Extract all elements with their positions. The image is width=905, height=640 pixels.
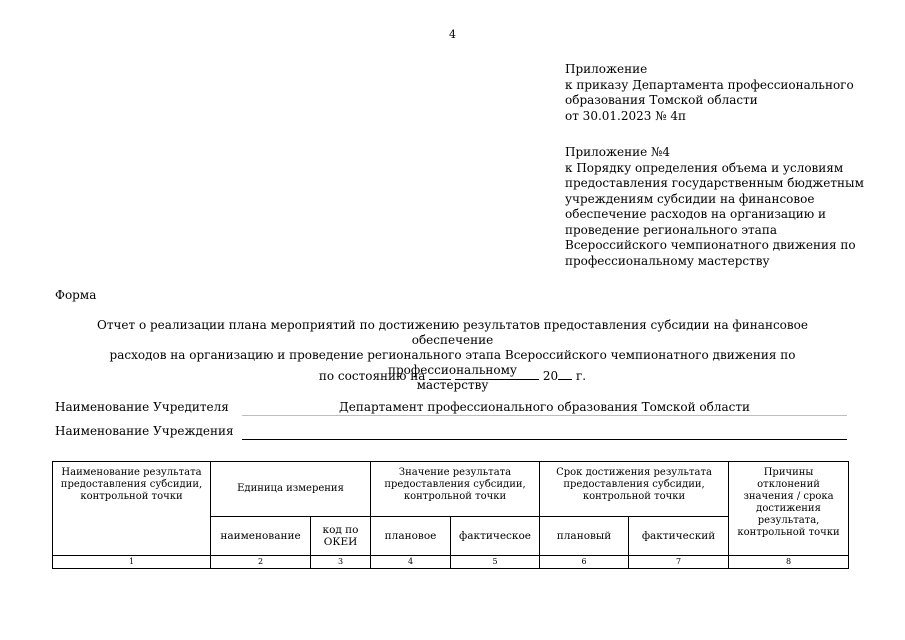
header-value-planned: плановое xyxy=(371,517,451,556)
header-result-name: Наименование результата предоставления субсидии, контрольной точки xyxy=(53,462,211,556)
column-number: 4 xyxy=(371,556,451,569)
founder-label: Наименование Учредителя xyxy=(55,400,229,414)
report-title-line: мастерству xyxy=(416,378,489,392)
header-unit-name: наименование xyxy=(211,517,311,556)
appendix-procedure-line: Всероссийского чемпионатного движения по xyxy=(565,238,856,252)
day-blank[interactable] xyxy=(429,368,451,380)
report-date-prefix: по состоянию на xyxy=(318,369,426,383)
column-number: 7 xyxy=(629,556,729,569)
header-value: Значение результата предоставления субсидии, контрольной точки xyxy=(371,462,540,517)
appendix-procedure-line: проведение регионального этапа xyxy=(565,222,777,237)
appendix-order-block xyxy=(565,62,895,124)
page-number: 4 xyxy=(449,28,456,41)
column-number: 3 xyxy=(311,556,371,569)
report-table xyxy=(52,461,849,569)
appendix-procedure-line: обеспечение расходов на организацию и xyxy=(565,207,827,221)
form-label: Форма xyxy=(55,288,97,302)
header-unit: Единица измерения xyxy=(211,462,371,517)
header-deviation-reasons: Причины отклонений значения / срока достижения результата, контрольной точки xyxy=(729,462,849,556)
appendix-procedure-line: к Порядку определения объема и условиям xyxy=(565,160,844,175)
report-date-year: 20 xyxy=(542,369,559,383)
header-unit-code: код по ОКЕИ xyxy=(311,517,371,556)
report-title-line: Отчет о реализации плана мероприятий по достижению результатов предоставления субсидии на финансовое обеспечение xyxy=(97,318,808,347)
report-date-suffix: г. xyxy=(576,369,587,383)
appendix-procedure-block xyxy=(565,145,895,269)
founder-value[interactable]: Департамент профессионального образования Томской области xyxy=(242,400,847,416)
column-number: 5 xyxy=(451,556,540,569)
report-title-line: расходов на организацию и проведение регионального этапа Всероссийского чемпионатного движения по профессиональному xyxy=(109,348,796,377)
appendix-order-line: к приказу Департамента профессионального xyxy=(565,77,854,92)
month-blank[interactable] xyxy=(455,368,539,380)
column-number: 2 xyxy=(211,556,311,569)
column-number: 8 xyxy=(729,556,849,569)
header-deadline: Срок достижения результата предоставления субсидии, контрольной точки xyxy=(540,462,729,517)
appendix-order-line: образования Томской области xyxy=(565,93,758,107)
header-deadline-actual: фактический xyxy=(629,517,729,556)
appendix-procedure-line: профессиональному мастерству xyxy=(565,253,770,268)
column-number: 1 xyxy=(53,556,211,569)
appendix-procedure-line: предоставления государственным бюджетным xyxy=(565,176,864,190)
column-number: 6 xyxy=(540,556,629,569)
appendix-procedure-line: учреждениям субсидии на финансовое xyxy=(565,191,815,206)
appendix-procedure-line: Приложение №4 xyxy=(565,145,671,159)
report-date xyxy=(0,368,905,383)
year-blank[interactable] xyxy=(558,368,572,380)
header-deadline-planned: плановый xyxy=(540,517,629,556)
header-value-actual: фактическое xyxy=(451,517,540,556)
institution-value[interactable] xyxy=(242,424,847,440)
institution-label: Наименование Учреждения xyxy=(55,424,234,438)
appendix-order-line: Приложение xyxy=(565,62,648,76)
appendix-order-line: от 30.01.2023 № 4п xyxy=(565,108,687,123)
